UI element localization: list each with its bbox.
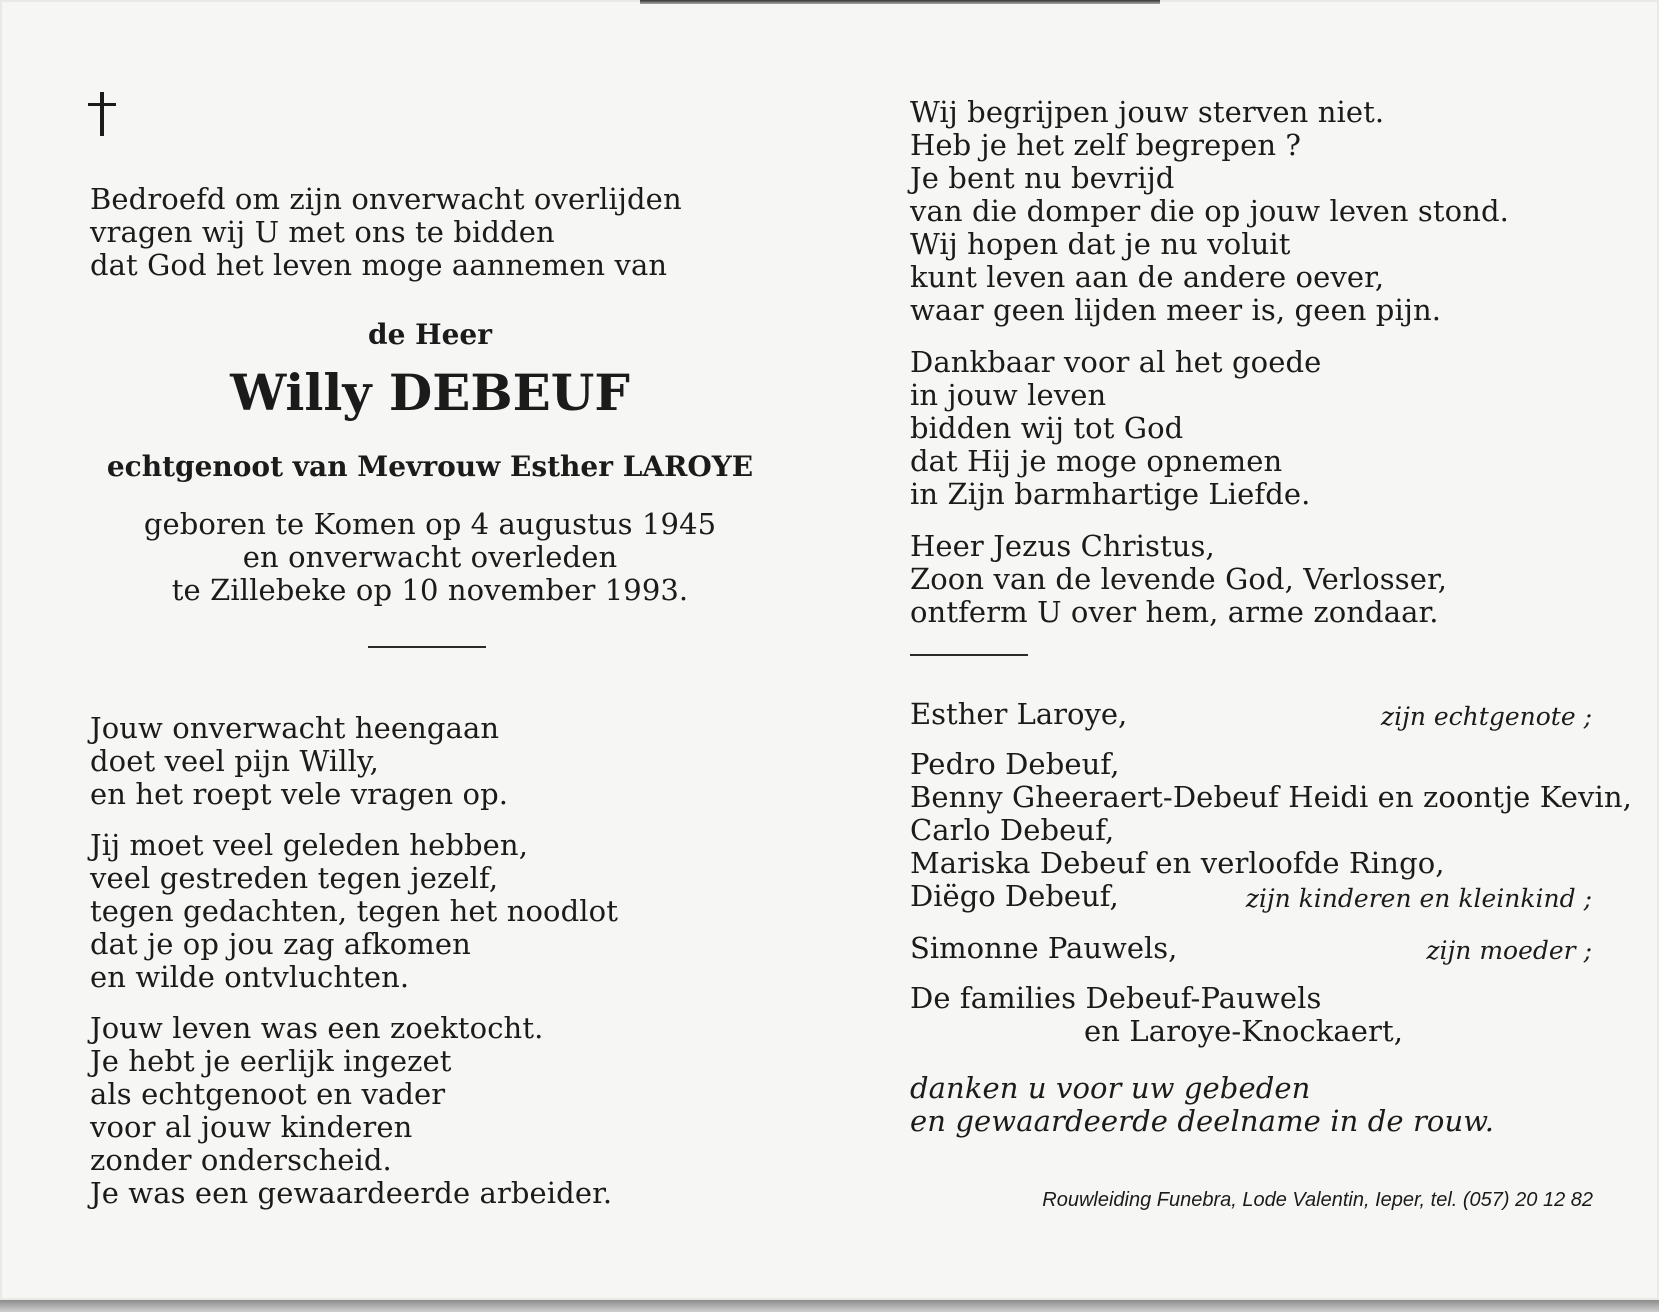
poem-line: zonder onderscheid. bbox=[90, 1143, 392, 1177]
poem-line: doet veel pijn Willy, bbox=[90, 744, 379, 778]
poem-line: in jouw leven bbox=[910, 378, 1107, 412]
left-poem-stanza-3 bbox=[90, 1012, 612, 1210]
family-relation: zijn echtgenote ; bbox=[1380, 702, 1592, 731]
right-poem-stanza-2 bbox=[910, 346, 1321, 511]
life-dates bbox=[70, 508, 790, 607]
honorific: de Heer bbox=[368, 318, 492, 351]
date-line: geboren te Komen op 4 augustus 1945 bbox=[143, 507, 717, 541]
poem-line: van die domper die op jouw leven stond. bbox=[910, 194, 1509, 228]
families-entry bbox=[910, 982, 1403, 1048]
poem-line: Wij hopen dat je nu voluit bbox=[910, 227, 1291, 261]
poem-line: en wilde ontvluchten. bbox=[90, 960, 410, 994]
family-name: en Laroye-Knockaert, bbox=[1084, 1014, 1404, 1048]
family-name: Esther Laroye, bbox=[910, 697, 1128, 731]
poem-line: Je bent nu bevrijd bbox=[910, 161, 1175, 195]
poem-line: bidden wij tot God bbox=[910, 411, 1184, 445]
family-name: De families Debeuf-Pauwels bbox=[910, 981, 1322, 1015]
poem-line: voor al jouw kinderen bbox=[90, 1110, 413, 1144]
family-name: Diëgo Debeuf, bbox=[910, 879, 1119, 913]
poem-line: ontferm U over hem, arme zondaar. bbox=[910, 595, 1439, 629]
deceased-name: Willy DEBEUF bbox=[230, 363, 630, 422]
thanks-line: en gewaardeerde deelname in de rouw. bbox=[910, 1104, 1495, 1138]
family-relation: zijn moeder ; bbox=[1426, 936, 1592, 965]
intro-line: dat God het leven moge aannemen van bbox=[90, 248, 668, 282]
intro-line: Bedroefd om zijn onverwacht overlijden bbox=[90, 182, 682, 216]
poem-line: Heer Jezus Christus, bbox=[910, 529, 1215, 563]
left-poem-stanza-2 bbox=[90, 829, 618, 994]
poem-line: Zoon van de levende God, Verlosser, bbox=[910, 562, 1448, 596]
poem-line: waar geen lijden meer is, geen pijn. bbox=[910, 293, 1442, 327]
cross-icon bbox=[88, 92, 116, 136]
family-name: Mariska Debeuf en verloofde Ringo, bbox=[910, 846, 1445, 880]
children-list bbox=[910, 748, 1632, 880]
family-relation: zijn kinderen en kleinkind ; bbox=[1245, 884, 1592, 913]
left-divider bbox=[368, 646, 486, 648]
poem-line: dat je op jou zag afkomen bbox=[90, 927, 471, 961]
poem-line: veel gestreden tegen jezelf, bbox=[90, 861, 499, 895]
intro-text bbox=[90, 183, 682, 282]
poem-line: Wij begrijpen jouw sterven niet. bbox=[910, 95, 1385, 129]
funeral-home-credit: Rouwleiding Funebra, Lode Valentin, Ieper, tel. (057) 20 12 82 bbox=[1042, 1189, 1593, 1211]
children-last-entry bbox=[910, 880, 1592, 913]
poem-line: Jij moet veel geleden hebben, bbox=[90, 828, 529, 862]
poem-line: tegen gedachten, tegen het noodlot bbox=[90, 894, 618, 928]
poem-line: Je was een gewaardeerde arbeider. bbox=[90, 1176, 613, 1210]
spouse-entry bbox=[910, 698, 1592, 731]
family-name: Carlo Debeuf, bbox=[910, 813, 1115, 847]
top-edge-mark bbox=[640, 0, 1160, 4]
thanks-line: danken u voor uw gebeden bbox=[910, 1071, 1311, 1105]
poem-line: Jouw leven was een zoektocht. bbox=[90, 1011, 544, 1045]
poem-line: als echtgenoot en vader bbox=[90, 1077, 446, 1111]
poem-line: Je hebt je eerlijk ingezet bbox=[90, 1044, 452, 1078]
right-poem-stanza-3 bbox=[910, 530, 1447, 629]
family-name: Benny Gheeraert-Debeuf Heidi en zoontje Kevin, bbox=[910, 780, 1632, 814]
family-name: Pedro Debeuf, bbox=[910, 747, 1120, 781]
family-name: Simonne Pauwels, bbox=[910, 931, 1178, 965]
mother-entry bbox=[910, 932, 1592, 965]
thanks-text bbox=[910, 1072, 1494, 1138]
poem-line: kunt leven aan de andere oever, bbox=[910, 260, 1385, 294]
left-poem-stanza-1 bbox=[90, 712, 508, 811]
bottom-edge bbox=[0, 1300, 1659, 1312]
poem-line: dat Hij je moge opnemen bbox=[910, 444, 1283, 478]
poem-line: en het roept vele vragen op. bbox=[90, 777, 509, 811]
spouse-line: echtgenoot van Mevrouw Esther LAROYE bbox=[106, 450, 754, 483]
date-line: en onverwacht overleden bbox=[242, 540, 618, 574]
intro-line: vragen wij U met ons te bidden bbox=[90, 215, 555, 249]
poem-line: Heb je het zelf begrepen ? bbox=[910, 128, 1302, 162]
right-divider bbox=[910, 654, 1028, 656]
poem-line: in Zijn barmhartige Liefde. bbox=[910, 477, 1311, 511]
right-poem-stanza-1 bbox=[910, 96, 1509, 327]
date-line: te Zillebeke op 10 november 1993. bbox=[171, 573, 689, 607]
poem-line: Jouw onverwacht heengaan bbox=[90, 711, 500, 745]
poem-line: Dankbaar voor al het goede bbox=[910, 345, 1322, 379]
